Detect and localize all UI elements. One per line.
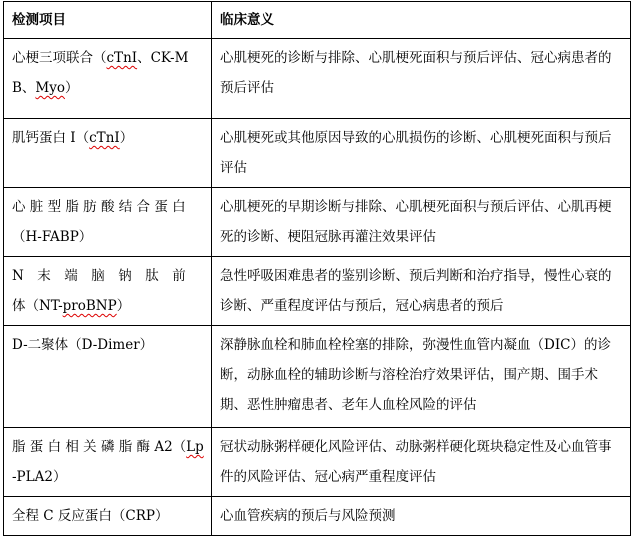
test-item-cell: 心梗三项联合（cTnI、CK-MB、Myo） [4, 39, 212, 119]
table-row [4, 326, 631, 428]
test-item-cell: 肌钙蛋白 I（cTnI） [4, 119, 212, 188]
table-row [4, 119, 631, 188]
clinical-meaning-cell: 心血管疾病的预后与风险预测 [212, 497, 631, 536]
test-item-cell: N 末 端 脑 钠 肽 前 体（NT-proBNP） [4, 257, 212, 326]
clinical-meaning-cell: 心肌梗死的诊断与排除、心肌梗死面积与预后评估、冠心病患者的预后评估 [212, 39, 631, 119]
table-header-row [4, 2, 631, 39]
clinical-significance-table [3, 1, 631, 536]
test-item-cell: 脂 蛋 白 相 关 磷 脂 酶 A2（Lp-PLA2） [4, 428, 212, 497]
clinical-meaning-cell: 心肌梗死的早期诊断与排除、心肌梗死面积与预后评估、心肌再梗死的诊断、梗阻冠脉再灌注效果评估 [212, 188, 631, 257]
test-item-cell: 心 脏 型 脂 肪 酸 结 合 蛋 白（H-FABP） [4, 188, 212, 257]
table-row [4, 497, 631, 536]
clinical-meaning-cell: 心肌梗死或其他原因导致的心肌损伤的诊断、心肌梗死面积与预后评估 [212, 119, 631, 188]
clinical-meaning-cell: 深静脉血栓和肺血栓栓塞的排除，弥漫性血管内凝血（DIC）的诊断，动脉血栓的辅助诊断与溶栓治疗效果评估，围产期、围手术期、恶性肿瘤患者、老年人血栓风险的评估 [212, 326, 631, 428]
clinical-meaning-cell: 急性呼吸困难患者的鉴别诊断、预后判断和治疗指导，慢性心衰的诊断、严重程度评估与预后，冠心病患者的预后 [212, 257, 631, 326]
table-row [4, 39, 631, 119]
table-row [4, 188, 631, 257]
column-header-clinical-meaning: 临床意义 [212, 2, 631, 39]
table-row [4, 428, 631, 497]
clinical-meaning-cell: 冠状动脉粥样硬化风险评估、动脉粥样硬化斑块稳定性及心血管事件的风险评估、冠心病严重程度评估 [212, 428, 631, 497]
table-row [4, 257, 631, 326]
test-item-cell: D-二聚体（D-Dimer） [4, 326, 212, 428]
test-item-cell: 全程 C 反应蛋白（CRP） [4, 497, 212, 536]
column-header-test-item: 检测项目 [4, 2, 212, 39]
